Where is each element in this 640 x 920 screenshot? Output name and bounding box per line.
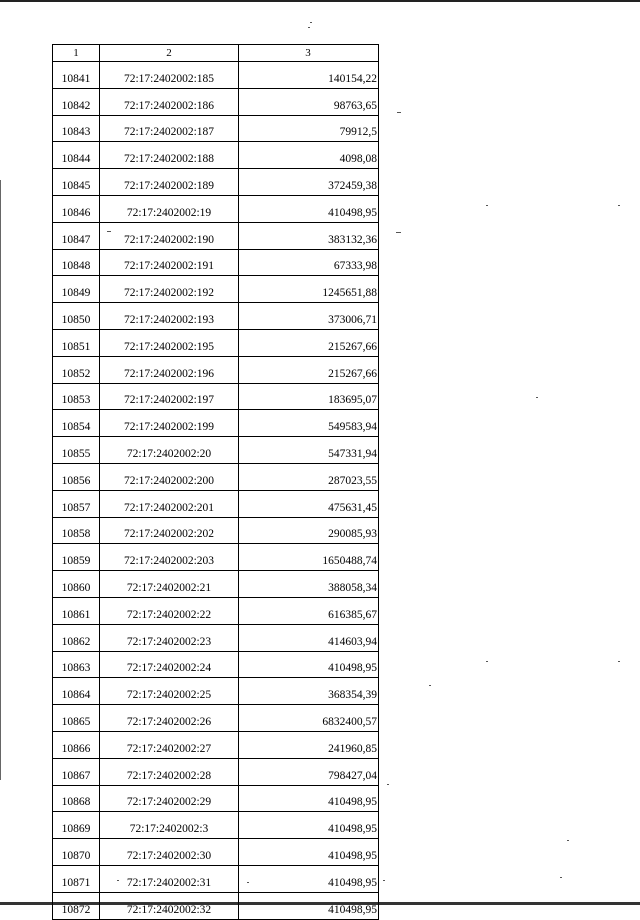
- table-row: [53, 839, 379, 866]
- cadastral-number-cell: 72:17:2402002:25: [100, 678, 239, 705]
- table-row: [53, 249, 379, 276]
- cadastral-value-cell: 1650488,74: [239, 544, 379, 571]
- row-number-cell: 10854: [53, 410, 100, 437]
- cadastral-value-cell: 383132,36: [239, 222, 379, 249]
- header-col-3: 3: [239, 45, 379, 62]
- row-number-cell: 10842: [53, 88, 100, 115]
- cadastral-number-cell: 72:17:2402002:21: [100, 571, 239, 598]
- row-number-cell: 10846: [53, 195, 100, 222]
- row-number-cell: 10856: [53, 463, 100, 490]
- row-number-cell: 10865: [53, 705, 100, 732]
- table-row: [53, 544, 379, 571]
- cadastral-number-cell: 72:17:2402002:196: [100, 356, 239, 383]
- cadastral-number-cell: 72:17:2402002:19: [100, 195, 239, 222]
- cadastral-value-cell: 4098,08: [239, 142, 379, 169]
- table-row: [53, 303, 379, 330]
- row-number-cell: 10850: [53, 303, 100, 330]
- row-number-cell: 10872: [53, 892, 100, 919]
- row-number-cell: 10855: [53, 437, 100, 464]
- cadastral-number-cell: 72:17:2402002:185: [100, 62, 239, 89]
- cadastral-value-cell: 79912,5: [239, 115, 379, 142]
- cadastral-value-cell: 368354,39: [239, 678, 379, 705]
- cadastral-value-table: [52, 44, 379, 920]
- cadastral-number-cell: 72:17:2402002:203: [100, 544, 239, 571]
- table-row: [53, 142, 379, 169]
- row-number-cell: 10845: [53, 169, 100, 196]
- cadastral-number-cell: 72:17:2402002:199: [100, 410, 239, 437]
- cadastral-value-cell: 241960,85: [239, 731, 379, 758]
- cadastral-value-cell: 410498,95: [239, 892, 379, 919]
- table-row: [53, 410, 379, 437]
- table-row: [53, 169, 379, 196]
- table-row: [53, 865, 379, 892]
- table-row: [53, 437, 379, 464]
- cadastral-value-cell: 410498,95: [239, 785, 379, 812]
- table-row: [53, 115, 379, 142]
- row-number-cell: 10868: [53, 785, 100, 812]
- table-row: [53, 222, 379, 249]
- table-row: [53, 785, 379, 812]
- row-number-cell: 10841: [53, 62, 100, 89]
- cadastral-value-cell: 549583,94: [239, 410, 379, 437]
- row-number-cell: 10861: [53, 597, 100, 624]
- scan-speck: [396, 232, 401, 233]
- cadastral-number-cell: 72:17:2402002:195: [100, 329, 239, 356]
- cadastral-value-cell: 410498,95: [239, 865, 379, 892]
- scan-speck: [618, 661, 620, 662]
- cadastral-number-cell: 72:17:2402002:20: [100, 437, 239, 464]
- row-number-cell: 10849: [53, 276, 100, 303]
- cadastral-number-cell: 72:17:2402002:28: [100, 758, 239, 785]
- cadastral-number-cell: 72:17:2402002:197: [100, 383, 239, 410]
- scan-speck: [536, 397, 538, 398]
- cadastral-value-cell: 410498,95: [239, 812, 379, 839]
- table-row: [53, 490, 379, 517]
- cadastral-value-cell: 798427,04: [239, 758, 379, 785]
- cadastral-value-cell: 98763,65: [239, 88, 379, 115]
- row-number-cell: 10863: [53, 651, 100, 678]
- cadastral-number-cell: 72:17:2402002:23: [100, 624, 239, 651]
- cadastral-number-cell: 72:17:2402002:191: [100, 249, 239, 276]
- row-number-cell: 10866: [53, 731, 100, 758]
- cadastral-value-cell: 410498,95: [239, 651, 379, 678]
- cadastral-number-cell: 72:17:2402002:188: [100, 142, 239, 169]
- cadastral-value-cell: 183695,07: [239, 383, 379, 410]
- row-number-cell: 10860: [53, 571, 100, 598]
- cadastral-number-cell: 72:17:2402002:3: [100, 812, 239, 839]
- table-row: [53, 678, 379, 705]
- cadastral-number-cell: 72:17:2402002:192: [100, 276, 239, 303]
- scan-speck: [618, 205, 620, 206]
- row-number-cell: 10869: [53, 812, 100, 839]
- row-number-cell: 10870: [53, 839, 100, 866]
- table-header-row: [53, 45, 379, 62]
- row-number-cell: 10848: [53, 249, 100, 276]
- cadastral-number-cell: 72:17:2402002:24: [100, 651, 239, 678]
- cadastral-number-cell: 72:17:2402002:32: [100, 892, 239, 919]
- cadastral-value-cell: 6832400,57: [239, 705, 379, 732]
- cadastral-number-cell: 72:17:2402002:187: [100, 115, 239, 142]
- cadastral-number-cell: 72:17:2402002:189: [100, 169, 239, 196]
- row-number-cell: 10852: [53, 356, 100, 383]
- cadastral-value-cell: 414603,94: [239, 624, 379, 651]
- cadastral-value-cell: 373006,71: [239, 303, 379, 330]
- table-row: [53, 597, 379, 624]
- cadastral-value-cell: 287023,55: [239, 463, 379, 490]
- row-number-cell: 10853: [53, 383, 100, 410]
- row-number-cell: 10847: [53, 222, 100, 249]
- cadastral-value-cell: 215267,66: [239, 329, 379, 356]
- row-number-cell: 10844: [53, 142, 100, 169]
- table-row: [53, 517, 379, 544]
- table-row: [53, 463, 379, 490]
- row-number-cell: 10867: [53, 758, 100, 785]
- scan-speck: [387, 784, 389, 785]
- cadastral-value-cell: 215267,66: [239, 356, 379, 383]
- scan-speck: [383, 880, 385, 881]
- row-number-cell: 10864: [53, 678, 100, 705]
- cadastral-value-cell: 67333,98: [239, 249, 379, 276]
- cadastral-value-cell: 290085,93: [239, 517, 379, 544]
- cadastral-number-cell: 72:17:2402002:26: [100, 705, 239, 732]
- table-row: [53, 624, 379, 651]
- table-body: [53, 45, 379, 920]
- scan-speck: [486, 661, 488, 662]
- row-number-cell: 10851: [53, 329, 100, 356]
- table-row: [53, 195, 379, 222]
- scan-speck: [567, 840, 569, 841]
- cadastral-number-cell: 72:17:2402002:22: [100, 597, 239, 624]
- table-row: [53, 383, 379, 410]
- cadastral-value-cell: 410498,95: [239, 195, 379, 222]
- header-col-2: 2: [100, 45, 239, 62]
- scan-speck: [429, 685, 431, 686]
- page-left-edge: [0, 180, 1, 780]
- cadastral-number-cell: 72:17:2402002:200: [100, 463, 239, 490]
- table-row: [53, 892, 379, 919]
- row-number-cell: 10871: [53, 865, 100, 892]
- cadastral-value-cell: 388058,34: [239, 571, 379, 598]
- cadastral-value-cell: 547331,94: [239, 437, 379, 464]
- table-row: [53, 651, 379, 678]
- cadastral-number-cell: 72:17:2402002:201: [100, 490, 239, 517]
- row-number-cell: 10862: [53, 624, 100, 651]
- table-row: [53, 812, 379, 839]
- cadastral-number-cell: 72:17:2402002:186: [100, 88, 239, 115]
- row-number-cell: 10859: [53, 544, 100, 571]
- cadastral-value-cell: 372459,38: [239, 169, 379, 196]
- cadastral-value-cell: 410498,95: [239, 839, 379, 866]
- scan-speck: [310, 22, 312, 23]
- table-row: [53, 758, 379, 785]
- table-row: [53, 276, 379, 303]
- cadastral-value-cell: 1245651,88: [239, 276, 379, 303]
- cadastral-number-cell: 72:17:2402002:29: [100, 785, 239, 812]
- row-number-cell: 10857: [53, 490, 100, 517]
- cadastral-number-cell: 72:17:2402002:27: [100, 731, 239, 758]
- table-row: [53, 88, 379, 115]
- table-row: [53, 731, 379, 758]
- row-number-cell: 10843: [53, 115, 100, 142]
- table-row: [53, 356, 379, 383]
- scan-speck: [560, 877, 562, 878]
- table-row: [53, 62, 379, 89]
- cadastral-number-cell: 72:17:2402002:31: [100, 865, 239, 892]
- header-col-1: 1: [53, 45, 100, 62]
- row-number-cell: 10858: [53, 517, 100, 544]
- cadastral-number-cell: 72:17:2402002:190: [100, 222, 239, 249]
- cadastral-value-cell: 475631,45: [239, 490, 379, 517]
- scan-speck: [308, 27, 310, 28]
- cadastral-number-cell: 72:17:2402002:202: [100, 517, 239, 544]
- scan-speck: [397, 112, 401, 113]
- scan-speck: [486, 205, 488, 206]
- cadastral-value-cell: 140154,22: [239, 62, 379, 89]
- page-top-edge: [0, 0, 640, 2]
- table-row: [53, 705, 379, 732]
- cadastral-value-cell: 616385,67: [239, 597, 379, 624]
- table-row: [53, 329, 379, 356]
- table-row: [53, 571, 379, 598]
- cadastral-number-cell: 72:17:2402002:30: [100, 839, 239, 866]
- cadastral-number-cell: 72:17:2402002:193: [100, 303, 239, 330]
